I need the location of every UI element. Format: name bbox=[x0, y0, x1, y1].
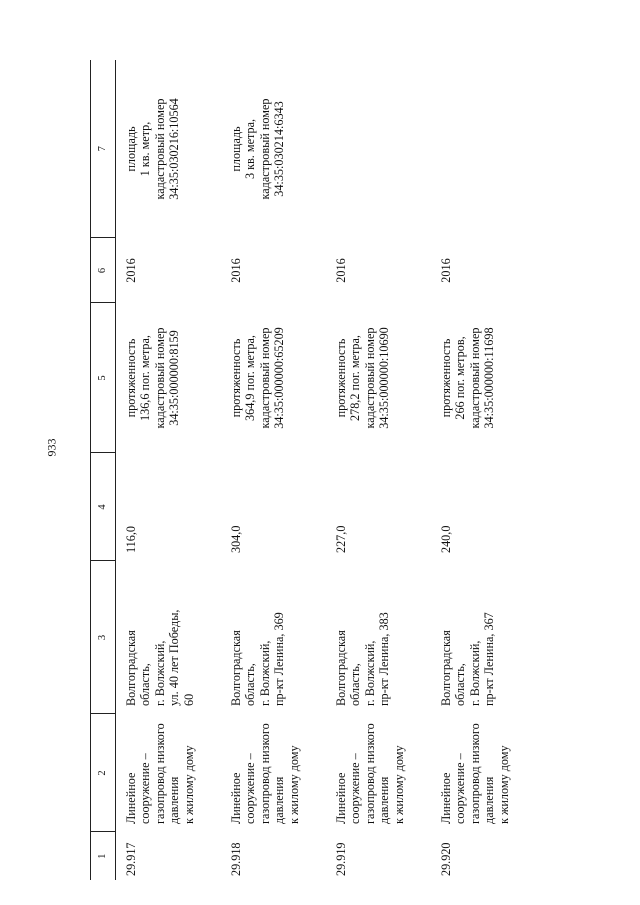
object-description-line: протяженность bbox=[124, 338, 138, 418]
object-name-line: давления bbox=[482, 776, 497, 824]
table-body bbox=[116, 60, 537, 880]
object-name-line: давления bbox=[167, 776, 182, 824]
object-description-line: протяженность bbox=[439, 338, 453, 418]
table-row bbox=[326, 60, 431, 880]
object-description-line: кадастровый номер bbox=[362, 327, 377, 429]
object-address-line: область, bbox=[243, 663, 258, 706]
land-plot-info bbox=[116, 60, 222, 238]
column-header-1: 1 bbox=[96, 853, 108, 859]
object-name-line: газопровод низкого bbox=[362, 723, 377, 824]
object-name bbox=[116, 714, 222, 832]
object-name-line: Линейное bbox=[439, 772, 453, 824]
object-year: 2016 bbox=[124, 258, 138, 283]
object-address-line: пр-кт Ленина, 367 bbox=[482, 612, 497, 706]
object-year: 2016 bbox=[334, 258, 348, 283]
object-name-line: Линейное bbox=[229, 772, 243, 824]
page-number-text: 933 bbox=[44, 438, 59, 456]
object-address bbox=[326, 561, 431, 714]
land-plot-info-line: 34:35:030214:6343 bbox=[272, 101, 287, 197]
land-plot-info bbox=[221, 60, 326, 238]
row-number: 29.917 bbox=[124, 842, 138, 876]
row-number: 29.919 bbox=[334, 842, 348, 876]
object-description-line: кадастровый номер bbox=[467, 327, 482, 429]
object-description-line: 34:35:000000:8159 bbox=[167, 330, 182, 426]
object-description-line: протяженность bbox=[229, 338, 243, 418]
object-name-line: давления bbox=[272, 776, 287, 824]
land-plot-info-line: 3 кв. метра, bbox=[243, 118, 258, 180]
land-plot-info-line: площадь bbox=[124, 126, 138, 172]
land-plot-info-line: кадастровый номер bbox=[152, 98, 167, 200]
table-row bbox=[116, 60, 222, 880]
object-description bbox=[431, 303, 536, 453]
column-header-5: 5 bbox=[91, 303, 116, 453]
object-address-line: область, bbox=[138, 663, 153, 706]
row-number: 29.918 bbox=[229, 842, 243, 876]
object-address-line: Волгоградская bbox=[439, 630, 453, 706]
object-description bbox=[326, 303, 431, 453]
object-address bbox=[431, 561, 536, 714]
object-description-line: кадастровый номер bbox=[257, 327, 272, 429]
object-description-line: 266 пог. метров, bbox=[453, 336, 468, 420]
rotated-table-wrapper bbox=[90, 30, 620, 880]
object-description-line: 34:35:000000:10690 bbox=[377, 327, 392, 429]
object-year: 2016 bbox=[439, 258, 453, 283]
column-header-3: 3 bbox=[91, 561, 116, 714]
object-address-line: г. Волжский, bbox=[467, 640, 482, 706]
column-header-4: 4 bbox=[91, 453, 116, 561]
object-address-line: г. Волжский, bbox=[257, 640, 272, 706]
object-address-line: область, bbox=[348, 663, 363, 706]
object-address-line: пр-кт Ленина, 369 bbox=[272, 612, 287, 706]
object-name bbox=[221, 714, 326, 832]
object-length: 227,0 bbox=[334, 525, 348, 553]
row-number: 29.920 bbox=[439, 842, 453, 876]
object-name-line: сооружение – bbox=[138, 753, 153, 824]
object-address-line: Волгоградская bbox=[334, 630, 348, 706]
land-plot-info bbox=[431, 60, 536, 238]
object-address-line: г. Волжский, bbox=[362, 640, 377, 706]
object-length: 116,0 bbox=[124, 526, 138, 553]
object-description-line: 34:35:000000:65209 bbox=[272, 327, 287, 429]
object-description bbox=[221, 303, 326, 453]
object-address-line: Волгоградская bbox=[124, 630, 138, 706]
object-name-line: Линейное bbox=[334, 772, 348, 824]
table-row bbox=[431, 60, 536, 880]
object-address-line: Волгоградская bbox=[229, 630, 243, 706]
object-name-line: газопровод низкого bbox=[467, 723, 482, 824]
object-address-line: 60 bbox=[181, 693, 196, 706]
object-description-line: протяженность bbox=[334, 338, 348, 418]
object-length: 304,0 bbox=[229, 525, 243, 553]
land-plot-info-line: площадь bbox=[229, 126, 243, 172]
registry-table bbox=[90, 60, 536, 880]
object-description-line: кадастровый номер bbox=[152, 327, 167, 429]
land-plot-info-line: кадастровый номер bbox=[257, 98, 272, 200]
object-name-line: к жилому дому bbox=[391, 745, 406, 824]
object-description-line: 364,9 пог. метра, bbox=[243, 335, 258, 421]
object-name bbox=[326, 714, 431, 832]
object-name bbox=[431, 714, 536, 832]
object-name-line: сооружение – bbox=[243, 753, 258, 824]
object-description-line: 278,2 пог. метра, bbox=[348, 335, 363, 421]
object-name-line: Линейное bbox=[124, 772, 138, 824]
land-plot-info-line: 1 кв. метр, bbox=[138, 121, 153, 177]
object-year: 2016 bbox=[229, 258, 243, 283]
column-header-6: 6 bbox=[91, 238, 116, 303]
land-plot-info bbox=[326, 60, 431, 238]
object-address bbox=[221, 561, 326, 714]
land-plot-info-line: 34:35:030216:10564 bbox=[167, 98, 182, 200]
object-address bbox=[116, 561, 222, 714]
object-address-line: г. Волжский, bbox=[152, 640, 167, 706]
object-address-line: область, bbox=[453, 663, 468, 706]
object-name-line: сооружение – bbox=[453, 753, 468, 824]
object-description bbox=[116, 303, 222, 453]
object-name-line: газопровод низкого bbox=[257, 723, 272, 824]
object-name-line: к жилому дому bbox=[496, 745, 511, 824]
object-name-line: к жилому дому bbox=[286, 745, 301, 824]
object-name-line: давления bbox=[377, 776, 392, 824]
object-length: 240,0 bbox=[439, 525, 453, 553]
object-name-line: к жилому дому bbox=[181, 745, 196, 824]
object-address-line: пр-кт Ленина, 383 bbox=[377, 612, 392, 706]
column-number-row bbox=[91, 60, 116, 880]
column-header-7: 7 bbox=[91, 60, 116, 238]
object-name-line: газопровод низкого bbox=[152, 723, 167, 824]
object-address-line: ул. 40 лет Победы, bbox=[167, 609, 182, 706]
object-description-line: 34:35:000000:11698 bbox=[482, 327, 497, 429]
column-header-2: 2 bbox=[91, 714, 116, 832]
object-description-line: 136,6 пог. метра, bbox=[138, 335, 153, 421]
object-name-line: сооружение – bbox=[348, 753, 363, 824]
page-number bbox=[42, 432, 62, 462]
table-row bbox=[221, 60, 326, 880]
